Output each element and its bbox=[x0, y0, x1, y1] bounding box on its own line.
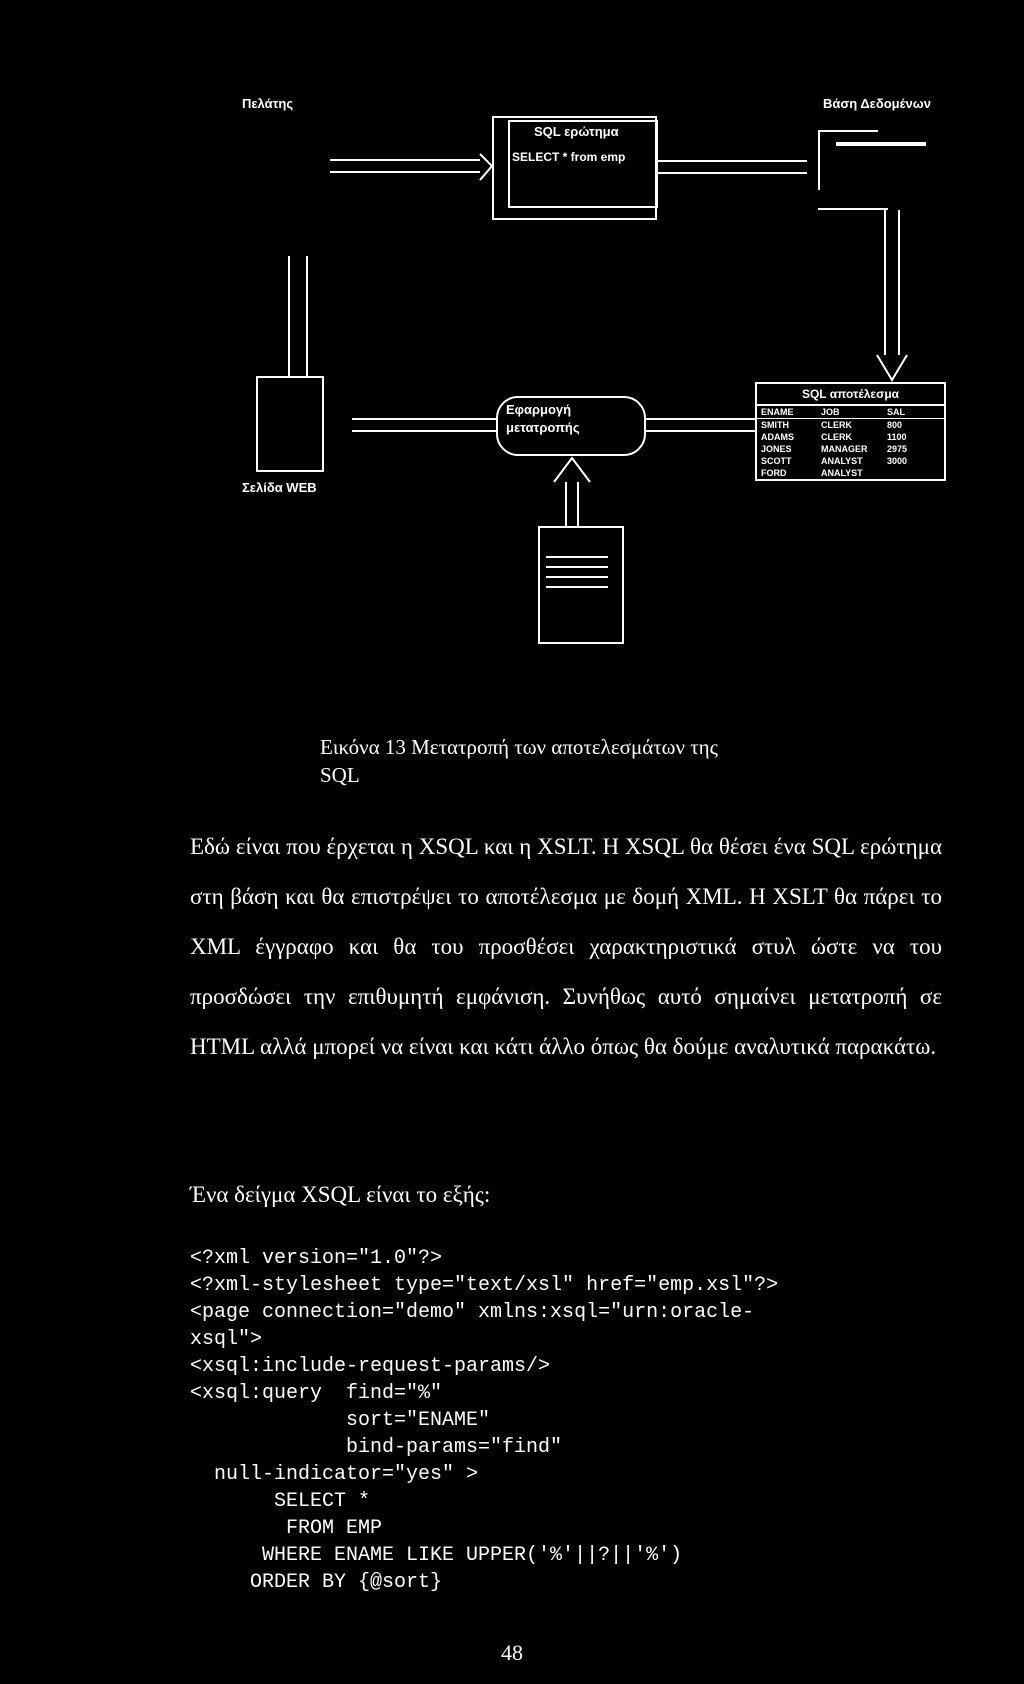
result-table-title: SQL αποτέλεσμα bbox=[757, 384, 944, 406]
arrow-up-icon bbox=[548, 456, 596, 526]
document-line bbox=[546, 576, 608, 578]
query-statement: SELECT * from emp bbox=[512, 150, 626, 164]
cell: MANAGER bbox=[821, 444, 868, 454]
cell: ANALYST bbox=[821, 468, 863, 478]
cell: 3000 bbox=[887, 456, 908, 466]
converter-label-line2: μετατροπής bbox=[506, 420, 580, 435]
arrow-to-query-icon bbox=[320, 150, 496, 186]
result-table-header bbox=[757, 406, 944, 419]
table-row bbox=[757, 443, 944, 455]
example-intro: Ένα δείγμα XSQL είναι το εξής: bbox=[190, 1182, 491, 1207]
figure-caption-cont: SQL bbox=[320, 763, 360, 787]
connector-line bbox=[646, 418, 755, 420]
figure-caption: Εικόνα 13 Μετατροπή των αποτελεσμάτων της bbox=[320, 735, 718, 759]
web-page-label: Σελίδα WEB bbox=[242, 480, 317, 495]
connector-line bbox=[352, 430, 496, 432]
cell: ADAMS bbox=[761, 432, 794, 442]
column-header: SAL bbox=[887, 407, 905, 417]
cell: CLERK bbox=[821, 432, 852, 442]
database-bracket bbox=[836, 142, 926, 146]
cell: ANALYST bbox=[821, 456, 863, 466]
table-row bbox=[757, 467, 944, 479]
connector-line bbox=[657, 160, 807, 162]
connector-line bbox=[646, 430, 755, 432]
cell: SMITH bbox=[761, 420, 789, 430]
web-page-document bbox=[256, 376, 324, 472]
xsql-code-sample: <?xml version="1.0"?> <?xml-stylesheet type="text/xsl" href="emp.xsl"?> <page connection="demo" xmlns:xsql="urn:oracle- xsql"> <xsql:include-request-params/> <xsql:query find="%" sort="ENAME" bind-params="find" null-indicator="yes" > SELECT * FROM EMP WHERE ENAME LIKE UPPER('%'||?||'%') ORDER BY {@sort} bbox=[190, 1247, 779, 1594]
connector-line bbox=[657, 172, 807, 174]
document-line bbox=[546, 566, 608, 568]
client-line bbox=[288, 256, 290, 376]
page-number: 48 bbox=[501, 1640, 523, 1665]
connector-line bbox=[352, 418, 496, 420]
client-line bbox=[306, 256, 308, 376]
column-header: ENAME bbox=[761, 407, 794, 417]
cell: 800 bbox=[887, 420, 903, 430]
arrow-down-icon bbox=[865, 210, 925, 382]
query-box-title: SQL ερώτημα bbox=[534, 124, 619, 139]
cell: FORD bbox=[761, 468, 787, 478]
cell bbox=[887, 467, 927, 479]
cell: 1100 bbox=[887, 432, 907, 442]
converter-label-line1: Εφαρμογή bbox=[506, 402, 572, 417]
cell: SCOTT bbox=[761, 456, 792, 466]
database-bracket bbox=[818, 130, 820, 190]
document-line bbox=[546, 556, 608, 558]
body-paragraph: Εδώ είναι που έρχεται η XSQL και η XSLT. Η XSQL θα θέσει ένα SQL ερώτημα στη βάση και θα επιστρέψει το αποτέλεσμα με δομή XML. Η XSLT θα πάρει το XML έγγραφο και θα του προσθέσει χαρακτηριστικά στυλ ώστε να του προσδώσει την επιθυμητή εμφάνιση. Συνήθως αυτό σημαίνει μετατροπή σε HTML αλλά μπορεί να είναι και κάτι άλλο όπως θα δούμε αναλυτικά παρακάτω. bbox=[190, 834, 942, 1059]
table-row bbox=[757, 431, 944, 443]
stylesheet-document bbox=[538, 526, 624, 644]
result-table bbox=[755, 382, 946, 481]
database-label: Βάση Δεδομένων bbox=[823, 96, 931, 111]
cell: 2975 bbox=[887, 444, 908, 454]
client-label: Πελάτης bbox=[242, 96, 294, 111]
table-row bbox=[757, 455, 944, 467]
column-header: JOB bbox=[821, 407, 840, 417]
cell: CLERK bbox=[821, 420, 852, 430]
database-bracket bbox=[818, 130, 878, 132]
cell: JONES bbox=[761, 444, 792, 454]
table-row bbox=[757, 419, 944, 431]
document-line bbox=[546, 586, 608, 588]
